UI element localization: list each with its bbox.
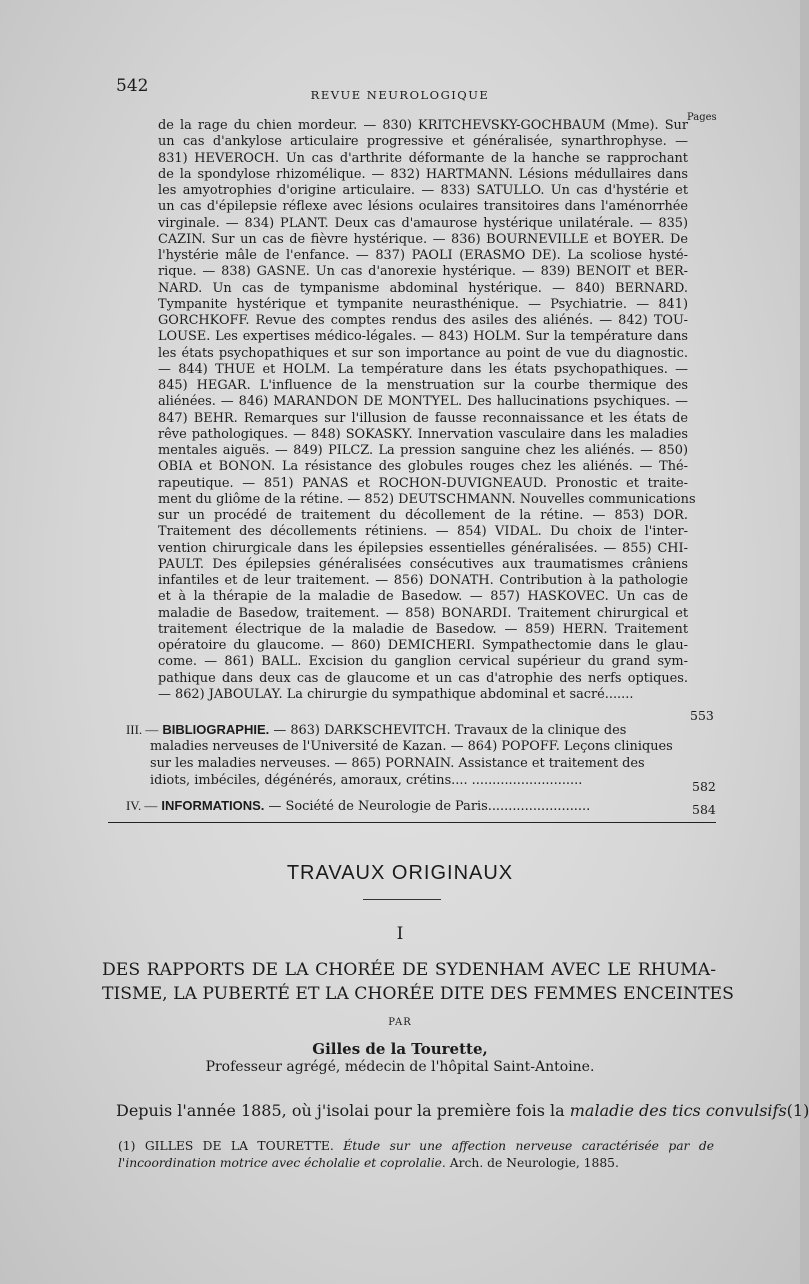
toc-line: virginale. — 834) PLANT. Deux cas d'amaurose hystérique unilatérale. — 835): [158, 215, 688, 231]
toc-line: les états psychopathiques et sur son importance au point de vue du diagnostic.: [158, 345, 688, 361]
toc-line: et à la thérapie de la maladie de Basedow. — 857) HASKOVEC. Un cas de: [158, 589, 688, 605]
toc-line: 847) BEHR. Remarques sur l'illusion de fausse reconnaissance et les états de: [158, 410, 688, 426]
toc-line: infantiles et de leur traitement. — 856) DONATH. Contribution à la pathologie: [158, 573, 688, 588]
toc-line: un cas d'épilepsie réflexe avec lésions oculaires transitoires dans l'aménorrhée: [158, 199, 688, 215]
author-affiliation: Professeur agrégé, médecin de l'hôpital Saint-Antoine.: [205, 1059, 595, 1075]
separator-rule: [108, 822, 716, 823]
section-heading: BIBLIOGRAPHIE.: [162, 722, 270, 737]
toc-line: maladies nerveuses de l'Université de Kazan. — 864) POPOFF. Leçons cliniques: [150, 739, 673, 754]
article-title: [102, 958, 734, 1006]
running-title: REVUE NEUROLOGIQUE: [310, 88, 490, 102]
pages-column-label: Pages: [687, 112, 717, 123]
toc-section-bibliographie: [126, 722, 670, 738]
toc-line: 831) HEVEROCH. Un cas d'arthrite déformante de la hanche se rapprochant: [158, 150, 688, 166]
footnote-line: [118, 1138, 714, 1155]
toc-line: maladie de Basedow, traitement. — 858) BONARDI. Traitement chirurgical et: [158, 605, 688, 621]
footnote-author: GILLES DE LA TOURETTE.: [144, 1139, 334, 1153]
toc-line: LOUSE. Les expertises médico-légales. — 843) HOLM. Sur la température dans: [158, 329, 688, 345]
article-title-line: TISME, LA PUBERTÉ ET LA CHORÉE DITE DES FEMMES ENCEINTES: [102, 984, 734, 1004]
table-of-contents: [158, 118, 696, 703]
footnote: [118, 1138, 714, 1172]
section-text: — Société de Neurologie de Paris.........................: [268, 799, 591, 814]
toc-line: CAZIN. Sur un cas de fièvre hystérique. — 836) BOURNEVILLE et BOYER. De: [158, 231, 688, 247]
toc-line: rique. — 838) GASNE. Un cas d'anorexie hystérique. — 839) BENOIT et BER-: [158, 264, 688, 280]
toc-line: come. — 861) BALL. Excision du ganglion cervical supérieur du grand sym-: [158, 654, 688, 670]
footnote-line: [118, 1155, 714, 1172]
toc-section-informations: [126, 798, 670, 814]
title-underline: [363, 899, 441, 900]
toc-line: rêve pathologiques. — 848) SOKASKY. Innervation vasculaire dans les maladies: [158, 426, 688, 442]
footnote-title: l'incoordination motrice avec écholalie et coprolalie.: [118, 1156, 446, 1170]
body-text-start: Depuis l'année 1885, où j'isolai pour la première fois la: [116, 1101, 565, 1120]
toc-line: sur un procédé de traitement du décollement de la rétine. — 853) DOR.: [158, 508, 688, 523]
body-text-italic: maladie des tics convulsifs: [569, 1101, 787, 1120]
author-name: Gilles de la Tourette,: [312, 1040, 488, 1058]
toc-line: rapeutique. — 851) PANAS et ROCHON-DUVIGNEAUD. Pronostic et traite-: [158, 475, 688, 491]
toc-line: de la spondylose rhizomélique. — 832) HARTMANN. Lésions médullaires dans: [158, 166, 688, 182]
toc-line: opératoire du glaucome. — 860) DEMICHERI. Sympathectomie dans le glau-: [158, 638, 688, 653]
toc-line: — 862) JABOULAY. La chirurgie du sympathique abdominal et sacré.......: [158, 686, 634, 702]
toc-line: OBIA et BONON. La résistance des globules rouges chez les aliénés. — Thé-: [158, 459, 688, 475]
toc-line: sur les maladies nerveuses. — 865) PORNAIN. Assistance et traitement des: [150, 756, 645, 771]
section-text: — 863) DARKSCHEVITCH. Travaux de la clinique des: [273, 723, 627, 738]
toc-line: GORCHKOFF. Revue des comptes rendus des asiles des aliénés. — 842) TOU-: [158, 313, 688, 328]
by-label: PAR: [388, 1017, 412, 1028]
footnote-marker: (1): [118, 1139, 136, 1153]
toc-page-bibliographie: 582: [692, 779, 716, 794]
footnote-title: Étude sur une affection nerveuse caractérisée par de: [343, 1139, 714, 1153]
section-roman-numeral: III. —: [126, 723, 159, 737]
footnote-source: Arch. de Neurologie, 1885.: [449, 1156, 619, 1170]
toc-line: ment du gliôme de la rétine. — 852) DEUTSCHMANN. Nouvelles communications: [158, 491, 696, 507]
toc-line: les amyotrophies d'origine articulaire. — 833) SATULLO. Un cas d'hystérie et: [158, 183, 688, 198]
toc-line: traitement électrique de la maladie de Basedow. — 859) HERN. Traitement: [158, 621, 688, 637]
toc-line: 845) HEGAR. L'influence de la menstruation sur la courbe thermique des: [158, 378, 688, 393]
toc-line: l'hystérie mâle de l'enfance. — 837) PAOLI (ERASMO DE). La scoliose hysté-: [158, 248, 688, 263]
section-roman-numeral: IV. —: [126, 799, 158, 813]
toc-page-therapeutique: 553: [690, 708, 714, 723]
section-heading: INFORMATIONS.: [161, 798, 265, 813]
section-title: TRAVAUX ORIGINAUX: [286, 862, 514, 884]
toc-line: aliénées. — 846) MARANDON DE MONTYEL. Des hallucinations psychiques. —: [158, 394, 688, 410]
toc-line: — 844) THUE et HOLM. La température dans les états psychopathiques. —: [158, 361, 688, 377]
toc-line: PAULT. Des épilepsies généralisées consécutives aux traumatismes crâniens: [158, 556, 688, 572]
footnote-reference: (1): [786, 1101, 809, 1120]
toc-page-informations: 584: [692, 802, 716, 817]
toc-line: idiots, imbéciles, dégénérés, amoraux, crétins.... ...........................: [150, 773, 583, 788]
toc-line: un cas d'ankylose articulaire progressive et généralisée, synarthrophyse. —: [158, 134, 688, 150]
toc-line: Traitement des décollements rétiniens. — 854) VIDAL. Du choix de l'inter-: [158, 524, 688, 540]
toc-line: NARD. Un cas de tympanisme abdominal hystérique. — 840) BERNARD.: [158, 280, 688, 296]
article-title-line: DES RAPPORTS DE LA CHORÉE DE SYDENHAM AVEC LE RHUMA-: [102, 960, 716, 980]
toc-line: Tympanite hystérique et tympanite neurasthénique. — Psychiatrie. — 841): [158, 296, 688, 312]
toc-line: vention chirurgicale dans les épilepsies essentielles généralisées. — 855) CHI-: [158, 540, 688, 556]
body-text: [116, 1101, 809, 1120]
page-number: 542: [116, 76, 149, 96]
toc-line: pathique dans deux cas de glaucome et un cas d'atrophie des nerfs optiques.: [158, 670, 688, 686]
toc-line: de la rage du chien mordeur. — 830) KRITCHEVSKY-GOCHBAUM (Mme). Sur: [158, 118, 688, 133]
article-number: I: [396, 924, 404, 944]
toc-line: mentales aiguës. — 849) PILCZ. La pression sanguine chez les aliénés. — 850): [158, 443, 688, 458]
